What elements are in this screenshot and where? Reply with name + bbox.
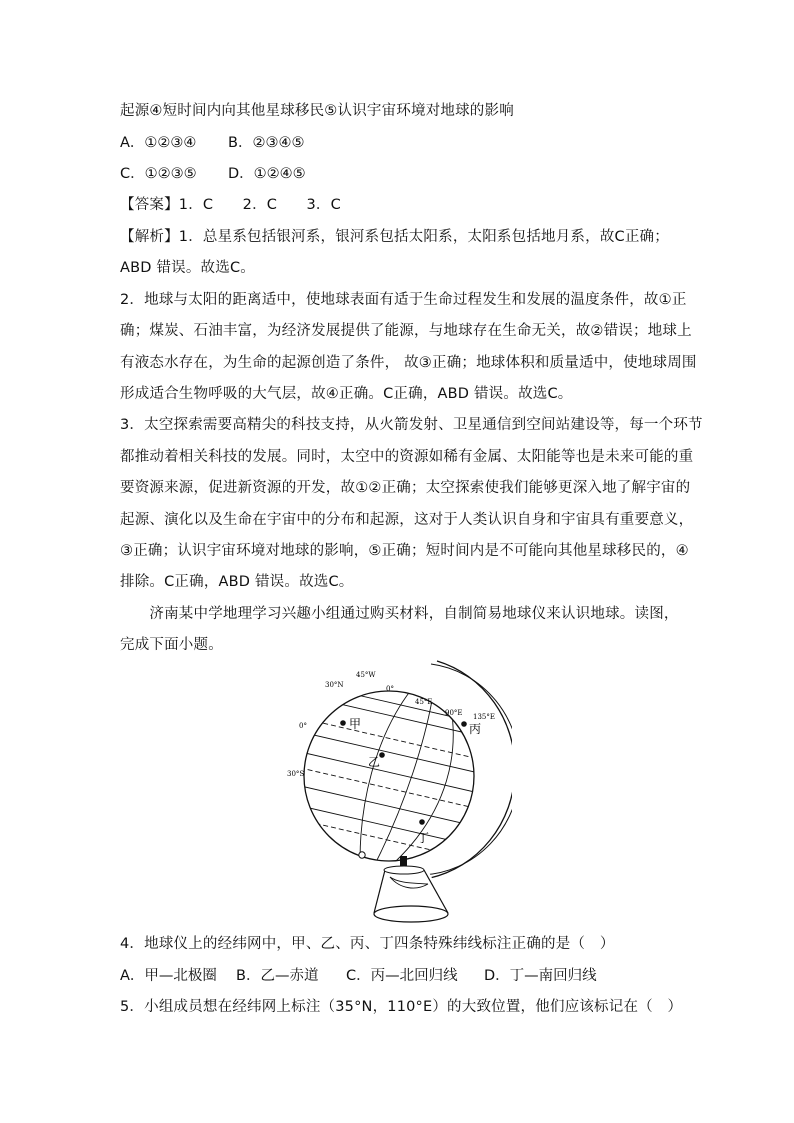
- q3-options-tail: 起源④短时间内向其他星球移民⑤认识宇宙环境对地球的影响: [120, 103, 514, 119]
- analysis-line: 确；煤炭、石油丰富，为经济发展提供了能源，与地球存在生命无关，故②错误；地球上: [120, 323, 692, 339]
- analysis-line: 3．太空探索需要高精尖的科技支持，从火箭发射、卫星通信到空间站建设等，每一个环节: [120, 417, 703, 433]
- intro-text: 完成下面小题。: [120, 637, 223, 653]
- q4-option-b: B．乙—赤道: [236, 968, 319, 984]
- label-lon-45w: 45°W: [356, 671, 376, 679]
- south-pole-pivot: [359, 852, 365, 858]
- point-yi: [379, 752, 385, 758]
- label-lat-0: 0°: [299, 722, 307, 730]
- answer-line: 【答案】1．C 2．C 3．C: [120, 197, 341, 213]
- label-lat-30s: 30°S: [287, 770, 305, 778]
- analysis-line: 形成适合生物呼吸的大气层，故④正确。C正确，ABD 错误。故选C。: [120, 386, 573, 402]
- label-ding: 丁: [417, 831, 430, 845]
- q5-stem: 5．小组成员想在经纬网上标注（35°N，110°E）的大致位置，他们应该标记在（ ）: [120, 999, 683, 1015]
- analysis-line: 排除。C正确，ABD 错误。故选C。: [120, 574, 354, 590]
- analysis-line: 有液态水存在，为生命的起源创造了条件， 故③正确；地球体积和质量适中，使地球周围: [120, 355, 697, 371]
- label-lon-90e: 90°E: [445, 709, 463, 717]
- label-lon-135e: 135°E: [473, 713, 495, 721]
- point-bing: [461, 721, 467, 727]
- label-jia: 甲: [349, 717, 362, 731]
- point-jia: [340, 720, 346, 726]
- label-lon-0: 0°: [386, 685, 394, 693]
- intro-text: 济南某中学地理学习兴趣小组通过购买材料，自制简易地球仪来认识地球。读图，: [120, 606, 679, 622]
- stand-base: [374, 906, 448, 922]
- option-d: D．①②④⑤: [228, 166, 306, 182]
- label-bing: 丙: [469, 722, 482, 736]
- analysis-line: 都推动着相关科技的发展。同时，太空中的资源如稀有金属、太阳能等也是未来可能的重: [120, 449, 694, 465]
- globe-diagram: [282, 658, 512, 930]
- label-yi: 乙: [368, 755, 381, 769]
- option-a: A．①②③④: [120, 135, 197, 151]
- analysis-line: ABD 错误。故选C。: [120, 260, 255, 276]
- analysis-line: 起源、演化以及生命在宇宙中的分布和起源，这对于人类认识自身和宇宙具有重要意义，: [120, 512, 694, 528]
- point-ding: [419, 819, 425, 825]
- option-c: C．①②③⑤: [120, 166, 197, 182]
- q4-option-a: A．甲—北极圈: [120, 968, 217, 984]
- analysis-line: 2．地球与太阳的距离适中，使地球表面有适于生命过程发生和发展的温度条件，故①正: [120, 292, 687, 308]
- label-lat-30n: 30°N: [325, 681, 344, 689]
- label-lon-45e: 45°E: [415, 698, 433, 706]
- analysis-line: 要资源来源，促进新资源的开发，故①②正确；太空探索使我们能够更深入地了解宇宙的: [120, 480, 691, 496]
- q4-option-d: D．丁—南回归线: [484, 968, 597, 984]
- globe-figure: [282, 658, 512, 930]
- q4-option-c: C．丙—北回归线: [346, 968, 458, 984]
- q4-stem: 4．地球仪上的经纬网中，甲、乙、丙、丁四条特殊纬线标注正确的是（ ）: [120, 936, 615, 952]
- option-b: B．②③④⑤: [228, 135, 305, 151]
- analysis-line: 【解析】1．总星系包括银河系，银河系包括太阳系，太阳系包括地月系，故C正确；: [120, 229, 669, 245]
- analysis-line: ③正确；认识宇宙环境对地球的影响，⑤正确；短时间内是不可能向其他星球移民的，④: [120, 543, 689, 559]
